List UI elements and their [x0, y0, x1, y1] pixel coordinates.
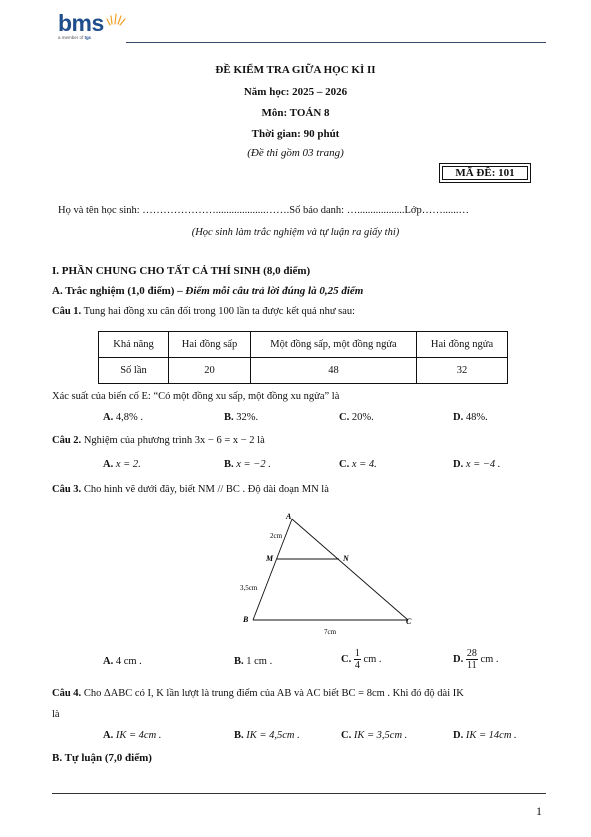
header-divider [126, 42, 546, 43]
q2-option-c[interactable]: C. x = 4. [339, 459, 377, 470]
q4-option-d[interactable]: D. IK = 14cm . [453, 730, 517, 741]
duration: Thời gian: 90 phút [251, 128, 340, 140]
result-table [98, 331, 508, 384]
school-year: Năm học: 2025 – 2026 [243, 86, 348, 98]
label-m: M [266, 554, 274, 563]
question-1: Câu 1. Tung hai đồng xu cân đối trong 100 lần ta được kết quả như sau: [52, 306, 356, 317]
table-header-cell: Hai đồng sấp [169, 332, 251, 358]
question-4-cont: là [52, 709, 60, 720]
table-cell: 20 [169, 358, 251, 384]
q2-option-a[interactable]: A. x = 2. [103, 459, 141, 470]
table-header-cell: Một đồng sấp, một đồng ngửa [251, 332, 417, 358]
bms-logo [58, 12, 128, 46]
exam-code: MÃ ĐỀ: 101 [439, 163, 531, 183]
subsection-b-heading: B. Tự luận (7,0 điểm) [52, 752, 152, 764]
section-heading: I. PHẦN CHUNG CHO TẤT CẢ THÍ SINH (8,0 điểm) [52, 265, 311, 277]
q3-option-d[interactable]: D. $\frac{28}{11}$ cm . [453, 648, 499, 671]
question-2: Câu 2. Nghiệm của phương trình 3x − 6 = x − 2 là [52, 435, 265, 446]
q4-option-b[interactable]: B. IK = 4,5cm . [234, 730, 300, 741]
question-4: Câu 4. Cho ΔABC có I, K lần lượt là trung điểm của AB và AC biết BC = 8cm . Khi đó độ dài IK [52, 688, 464, 699]
table-row [99, 358, 508, 384]
q1-option-a[interactable]: A. 4,8% . [103, 412, 143, 423]
subsection-a-heading: A. Trắc nghiệm (1,0 điểm) – Điểm mỗi câu trả lời đúng là 0,25 điểm [52, 285, 364, 297]
q3-option-b[interactable]: B. 1 cm . [234, 656, 273, 667]
q3-option-c[interactable]: C. $\frac{1}{4}$ cm . [341, 648, 382, 671]
question-1-followup: Xác suất của biến cố E: “Có một đồng xu sấp, một đồng xu ngửa” là [52, 391, 340, 402]
table-row [99, 332, 508, 358]
table-header-cell: Hai đồng ngửa [417, 332, 508, 358]
q2-option-d[interactable]: D. x = −4 . [453, 459, 501, 470]
label-a: A [286, 512, 292, 521]
q1-option-b[interactable]: B. 32%. [224, 412, 259, 423]
table-cell: 48 [251, 358, 417, 384]
side-ac [292, 519, 408, 620]
q2-option-b[interactable]: B. x = −2 . [224, 459, 271, 470]
label-n: N [343, 554, 349, 563]
logo-text: bms [58, 10, 104, 36]
table-cell: 32 [417, 358, 508, 384]
label-mb: 3,5cm [240, 584, 258, 592]
q3-option-a[interactable]: A. 4 cm . [103, 656, 142, 667]
answer-note: (Học sinh làm trắc nghiệm và tự luận ra giấy thi) [191, 227, 400, 238]
logo-subtitle: a member of tgc [58, 35, 92, 40]
student-info-line: Họ và tên học sinh: …………………...................…….Số báo danh: …..................Lớp……......… [58, 205, 469, 216]
fraction: $\frac{28}{11}$ [466, 648, 477, 671]
q1-option-c[interactable]: C. 20%. [339, 412, 374, 423]
label-b: B [243, 615, 249, 624]
table-header-cell: Khả năng [99, 332, 169, 358]
label-bc: 7cm [324, 628, 337, 636]
exam-title: ĐỀ KIỂM TRA GIỮA HỌC KÌ II [215, 64, 376, 76]
label-c: C [406, 617, 412, 626]
table-cell: Số lần [99, 358, 169, 384]
page-count-note: (Đề thi gồm 03 trang) [247, 147, 344, 159]
sun-rays-icon [106, 12, 126, 26]
q1-option-d[interactable]: D. 48%. [453, 412, 488, 423]
page-number: 1 [536, 804, 542, 818]
subject: Môn: TOÁN 8 [261, 107, 330, 119]
fraction: $\frac{1}{4}$ [354, 648, 360, 671]
footer-divider [52, 793, 546, 794]
question-3: Câu 3. Cho hình vẽ dưới đây, biết NM // BC . Độ dài đoạn MN là [52, 484, 329, 495]
label-am: 2cm [270, 532, 283, 540]
triangle-figure [230, 505, 430, 645]
q4-option-a[interactable]: A. IK = 4cm . [103, 730, 162, 741]
q4-option-c[interactable]: C. IK = 3,5cm . [341, 730, 408, 741]
